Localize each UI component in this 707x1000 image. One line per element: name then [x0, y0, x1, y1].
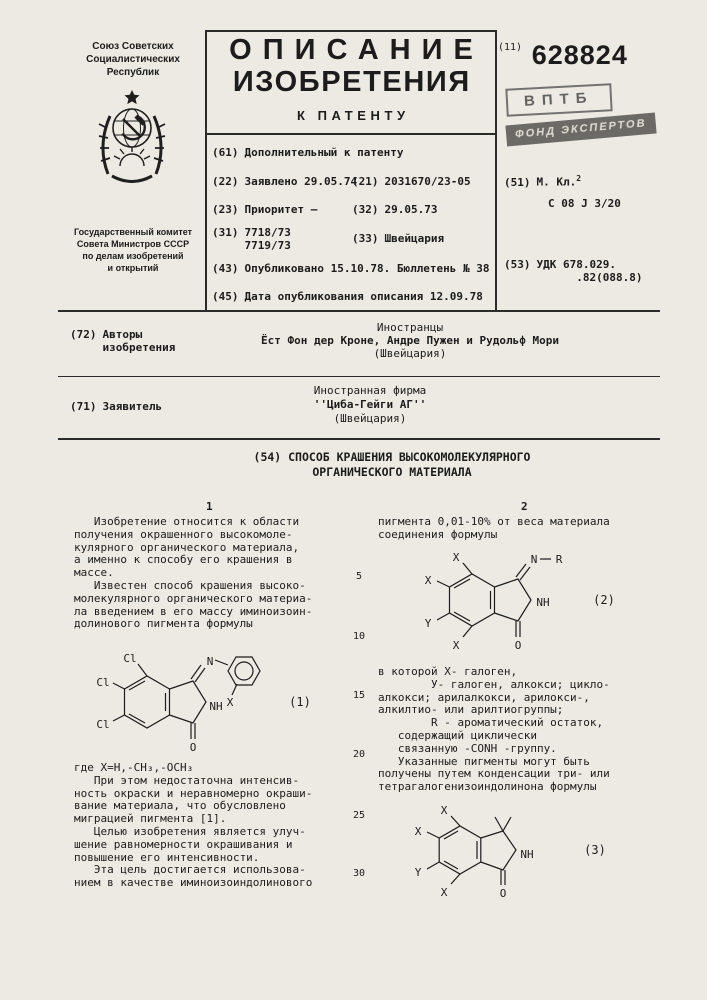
- line-number-25: 25: [352, 810, 366, 821]
- applicant-country: (Швейцария): [333, 412, 407, 425]
- applicant-label: [70, 400, 162, 413]
- experts-fund-stamp: ФОНД ЭКСПЕРТОВ: [505, 113, 656, 147]
- line-number-10: 10: [352, 631, 366, 642]
- column-2-number: 2: [521, 500, 528, 513]
- chemical-structure-1: [92, 640, 342, 758]
- applicant-type: Иностранная фирма: [313, 384, 427, 397]
- field-23-text: Приоритет –: [244, 203, 318, 216]
- chemical-structure-2: [392, 548, 642, 656]
- line-number-30: 30: [352, 868, 366, 879]
- vertical-divider-left: [205, 30, 207, 311]
- committee-name: Государственный комитет Совета Министров СССР по делам изобретений и открытий: [73, 227, 193, 273]
- field-53: [504, 258, 642, 284]
- field-61: [212, 146, 403, 159]
- field-32-code: (32): [352, 203, 379, 216]
- field-21: [352, 175, 471, 188]
- structure1-label: (1): [289, 695, 311, 709]
- header-bottom-rule: [58, 310, 660, 312]
- line-number-15: 15: [352, 690, 366, 701]
- structure2-x-bottom: X: [452, 639, 460, 652]
- field-43-text: Опубликовано 15.10.78. Бюллетень № 38: [244, 262, 490, 275]
- applicant-label-text: Заявитель: [102, 400, 163, 413]
- masthead-top-rule: [205, 30, 495, 32]
- doc-subtitle: К ПАТЕНТУ: [296, 108, 410, 123]
- applicant-rule: [58, 438, 660, 440]
- applicant-block: [190, 384, 550, 426]
- column2-paragraph2: в которой X- галоген, У- галоген, алкокси; цикло- алкокси; арилалкокси, арилокси-, алкилтио- или арилтиогруппы; R - ароматический остаток, содержащий циклически связанную -CONH -группу. Указанные пигменты могут быть получены путем конденсации три- или тетрагалогенизоиндолинона формулы: [378, 665, 610, 794]
- structure3-label: (3): [584, 843, 606, 857]
- field-32: [352, 203, 437, 216]
- union-name: Союз Советских Социалистических Республик: [86, 41, 180, 78]
- structure1-cl-top: Cl: [123, 652, 137, 665]
- structure1-o: O: [189, 741, 197, 754]
- column2-paragraph1: пигмента 0,01-10% от веса материала соединения формулы: [378, 515, 610, 541]
- field-53-text: УДК 678.029. .82(088.8): [536, 258, 643, 284]
- doc-title-line1: ОПИСАНИЕ: [229, 34, 484, 66]
- field-51-code: (51): [504, 175, 531, 189]
- structure3-y: Y: [414, 866, 422, 879]
- doc-title-line2: ИЗОБРЕТЕНИЯ: [232, 66, 471, 98]
- field-31-text: 7718/73 7719/73: [244, 226, 291, 252]
- structure1-cl-mid: Cl: [96, 676, 110, 689]
- field-23-code: (23): [212, 203, 239, 216]
- field-51-text: М. Кл.: [536, 175, 577, 189]
- masthead: [208, 34, 494, 124]
- authors-code: (72): [70, 328, 97, 341]
- structure1-nh: NH: [209, 700, 223, 713]
- field-43-code: (43): [212, 262, 239, 275]
- field-51-sup: 2: [576, 174, 582, 183]
- field-22-text: Заявлено 29.05.74: [244, 175, 358, 188]
- publication-number-label: (11): [498, 42, 523, 53]
- structure2-o: O: [514, 639, 522, 652]
- field-32-text: 29.05.73: [384, 203, 438, 216]
- structure2-label: (2): [593, 593, 615, 607]
- structure3-nh: NH: [520, 848, 534, 861]
- chemical-structure-3: [388, 802, 638, 900]
- field-45-text: Дата опубликования описания 12.09.78: [244, 290, 483, 303]
- authors-block: [200, 321, 620, 360]
- structure1-n: N: [206, 655, 214, 668]
- authors-rule: [58, 376, 660, 377]
- soviet-emblem-icon: [87, 86, 177, 190]
- publication-number-block: [498, 40, 663, 70]
- field-21-code: (21): [352, 175, 379, 188]
- structure3-x-left: X: [414, 825, 422, 838]
- structure2-r: R: [555, 553, 563, 566]
- structure2-nh: NH: [536, 596, 550, 609]
- masthead-bottom-rule: [205, 133, 495, 135]
- authors-label: [70, 328, 175, 354]
- field-61-text: Дополнительный к патенту: [244, 146, 404, 159]
- structure1-cl-bottom: Cl: [96, 718, 110, 731]
- structure3-x-bottom: X: [440, 886, 448, 899]
- column1-paragraph2: где X=H,-CH₃,-OCH₃ При этом недостаточна интенсив- ность окраски и неравномерно окраши- вание материала, что обусловлено миграцией пигмента [1]. Целью изобретения является улуч- шение равномерности окрашивания и повышение его интенсивности. Эта цель достигается использова- нием в качестве иминоизоиндолинового: [74, 761, 313, 890]
- field-51: [504, 172, 621, 210]
- authors-country: (Швейцария): [373, 347, 447, 360]
- structure3-o: O: [499, 887, 507, 900]
- field-45-code: (45): [212, 290, 239, 303]
- library-stamp: ВПТБ: [505, 83, 612, 116]
- column-1-number: 1: [206, 500, 213, 513]
- line-number-5: 5: [355, 571, 363, 582]
- structure2-x-top: X: [452, 551, 460, 564]
- field-22: [212, 175, 357, 188]
- structure2-x-left: X: [424, 574, 432, 587]
- authors-label-text: Авторы изобретения: [102, 328, 176, 354]
- structure2-y: Y: [424, 617, 432, 630]
- field-51-class: C 08 J 3/20: [548, 196, 621, 210]
- field-23: [212, 203, 317, 216]
- field-33-text: Швейцария: [384, 232, 445, 245]
- field-22-code: (22): [212, 175, 239, 188]
- field-31: [212, 226, 291, 252]
- publication-number: 628824: [531, 40, 628, 70]
- invention-title: (54) СПОСОБ КРАШЕНИЯ ВЫСОКОМОЛЕКУЛЯРНОГО ОРГАНИЧЕСКОГО МАТЕРИАЛА: [253, 450, 531, 479]
- authors-nationality: Иностранцы: [376, 321, 444, 334]
- stamps: [506, 86, 658, 140]
- field-21-text: 2031670/23-05: [384, 175, 471, 188]
- field-33: [352, 232, 444, 245]
- field-31-code: (31): [212, 226, 239, 239]
- structure3-x-top: X: [440, 804, 448, 817]
- field-53-code: (53): [504, 258, 531, 271]
- field-61-code: (61): [212, 146, 239, 159]
- field-45: [212, 290, 483, 303]
- column1-paragraph1: Изобретение относится к области получения окрашенного высокомоле- кулярного органического материала, а именно к способу его крашения в массе. Известен способ крашения высоко- молекулярного органического материа- ла введением в его массу иминоизоин- долинового пигмента формулы: [74, 515, 313, 631]
- applicant-code: (71): [70, 400, 97, 413]
- structure1-x: X: [226, 696, 234, 709]
- applicant-name: ''Циба-Гейги АГ'': [313, 398, 427, 411]
- field-33-code: (33): [352, 232, 379, 245]
- structure2-n: N: [530, 553, 538, 566]
- line-number-20: 20: [352, 749, 366, 760]
- field-43: [212, 262, 490, 275]
- authors-names: Ёст Фон дер Кроне, Андре Пужен и Рудольф Мори: [260, 334, 559, 347]
